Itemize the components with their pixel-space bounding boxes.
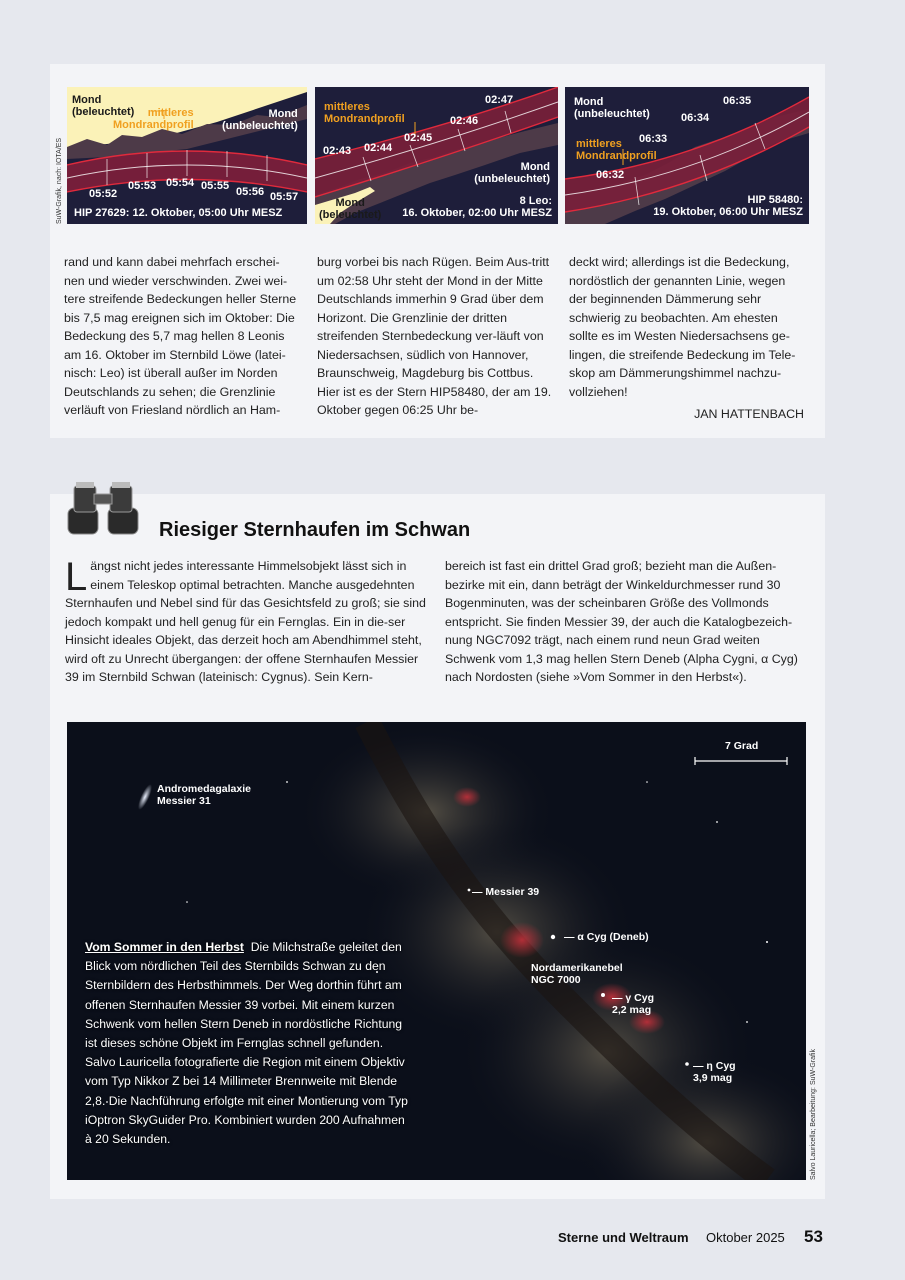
- photo-credit: Salvo Lauricella; Bearbeitung: SuW-Grafik: [810, 1049, 817, 1180]
- time-label: 05:56: [236, 186, 265, 198]
- time-label: 02:44: [364, 142, 393, 154]
- time-label: 02:46: [450, 115, 479, 127]
- dropcap: L: [65, 555, 88, 599]
- moon-unlit-label: Mond (unbeleuchtet): [474, 161, 550, 185]
- north-america-nebula-label: Nordamerikanebel NGC 7000: [531, 962, 623, 986]
- footer-magazine: Sterne und Weltraum: [558, 1230, 689, 1245]
- moon-unlit-label: Mond (unbeleuchtet): [222, 108, 298, 132]
- article2-heading: Riesiger Sternhaufen im Schwan: [159, 519, 471, 541]
- time-label: 05:53: [128, 180, 157, 192]
- caption-title: Vom Sommer in den Herbst: [85, 940, 244, 954]
- author: JAN HATTENBACH: [694, 407, 804, 421]
- time-label: 05:57: [270, 191, 299, 203]
- article2-column-1: Längst nicht jedes interessante Himmelsobjekt lässt sich in einem Teleskop optimal betrachten. Manche ausgedehnten Sternhaufen und Nebel sind für das Gesichtsfeld zu groß; sie sind jedoch kompakt und hell genug für ein Fernglas. Ein in die-ser Hinsicht ideales Objekt, das derzeit hoch am Abendhimmel steht, wird oft zu Unrecht übergangen: der offene Sternhaufen Messier 39 im Sternbild Schwan (lateinisch: Cygnus). Sein Kern-: [65, 555, 426, 684]
- moon-unlit-label: Mond (unbeleuchtet): [574, 96, 650, 120]
- article1-column-3: deckt wird; allerdings ist die Bedeckung, nordöstlich der genannten Linie, wegen der beginnenden Dämmerung sehr schwierig zu beobachten. Am ehesten sollte es im Westen Niedersachsens ge-lingen, die streifende Bedeckung im Tele-skop am Dämmerungshimmel nachzu-vollziehen!: [569, 255, 796, 399]
- time-label: 06:33: [639, 133, 668, 145]
- moon-lit-label: Mond (beleuchtet): [319, 197, 382, 221]
- occultation-panel-3: [565, 87, 809, 224]
- profile-label: mittleres Mondrandprofil: [324, 101, 405, 125]
- milky-way-photo: [67, 722, 806, 1180]
- photo-caption: [85, 938, 410, 1149]
- panel-caption: 8 Leo: 16. Oktober, 02:00 Uhr MESZ: [402, 195, 552, 219]
- profile-label: mittleres Mondrandprofil: [113, 107, 194, 131]
- page-number: 53: [804, 1227, 823, 1246]
- gamma-cyg-label: — γ Cyg 2,2 mag: [612, 992, 655, 1016]
- article1-column-1: rand und kann dabei mehrfach erschei-nen und wieder verschwinden. Zwei wei-tere streifende Bedeckungen heller Sterne bis 7,5 mag ereignen sich im Oktober: Die Bedeckung des 5,7 mag hellen 8 Leonis am 16. Oktober im Sternbild Löwe (latei-nisch: Leo) ist überall außer im Norden Deutschlands zu sehen; die Grenzlinie verläuft von Friesland nördlich an Ham-: [64, 255, 297, 417]
- andromeda-label: Andromedagalaxie Messier 31: [157, 783, 251, 807]
- occultation-panel-1: [67, 87, 307, 224]
- panel-caption: HIP 27629: 12. Oktober, 05:00 Uhr MESZ: [74, 207, 283, 219]
- panel-caption: HIP 58480: 19. Oktober, 06:00 Uhr MESZ: [653, 194, 803, 218]
- footer-issue: Oktober 2025: [706, 1230, 785, 1245]
- time-label: 02:47: [485, 94, 514, 106]
- scale-label: 7 Grad: [725, 740, 759, 752]
- time-label: 05:52: [89, 188, 118, 200]
- time-label: 05:54: [166, 177, 195, 189]
- graphic-credit: SuW-Grafik, nach: IOTA/ES: [56, 137, 63, 224]
- time-label: 06:32: [596, 169, 625, 181]
- time-label: 05:55: [201, 180, 230, 192]
- messier-39-label: — Messier 39: [472, 886, 540, 898]
- eta-cyg-label: — η Cyg 3,9 mag: [693, 1060, 736, 1084]
- article2-column-2: bereich ist fast ein drittel Grad groß; bezieht man die Außen-bezirke mit ein, dann beträgt der Winkeldurchmesser rund 30 Bogenminuten, was der scheinbaren Größe des Vollmonds entspricht. Sie finden Messier 39, der auch die Katalogbezeich-nung NGC7092 trägt, nach einem rund neun Grad weiten Schwenk vom 1,3 mag hellen Stern Deneb (Alpha Cygni, α Cyg) nach Nordosten (siehe »Vom Sommer in den Herbst«).: [445, 559, 798, 684]
- binoculars-icon: [60, 478, 145, 538]
- moon-lit-label: Mond (beleuchtet): [72, 94, 135, 118]
- time-label: 06:35: [723, 95, 752, 107]
- article1-column-2: burg vorbei bis nach Rügen. Beim Aus-tritt um 02:58 Uhr steht der Mond in der Mitte Deutschlands immerhin 9 Grad über dem Horizont. Die Grenzlinie der dritten streifenden Sternbedeckung ver-läuft von Niedersachsen, südlich von Hannover, Braunschweig, Magdeburg bis Cottbus. Hier ist es der Stern HIP58480, der am 19. Oktober gegen 06:25 Uhr be-: [317, 255, 552, 417]
- occultation-panel-2: [315, 87, 558, 224]
- time-label: 02:43: [323, 145, 352, 157]
- deneb-label: — α Cyg (Deneb): [564, 931, 649, 943]
- caption-text: Die Milchstraße geleitet den Blick vom nördlichen Teil des Sternbilds Schwan zu den Sternbildern des Herbsthimmels. Der Weg dorthin führt am offenen Sternhaufen Messier 39 vorbei. Mit einem kurzen Schwenk vom hellen Stern Deneb in nordöstliche Richtung ist dieses schöne Objekt im Fernglas schnell gefunden. Salvo Lauricella fotografierte die Region mit einem Objektiv vom Typ Nikkor Z bei 14 Millimeter Brennweite mit Blende 2,8. Die Nachführung erfolgte mit einer Montierung vom Typ iOptron SkyGuider Pro. Kombiniert wurden 200 Aufnahmen à 20 Sekunden.: [85, 940, 408, 1147]
- time-label: 02:45: [404, 132, 433, 144]
- profile-label: mittleres Mondrandprofil: [576, 138, 657, 162]
- time-label: 06:34: [681, 112, 710, 124]
